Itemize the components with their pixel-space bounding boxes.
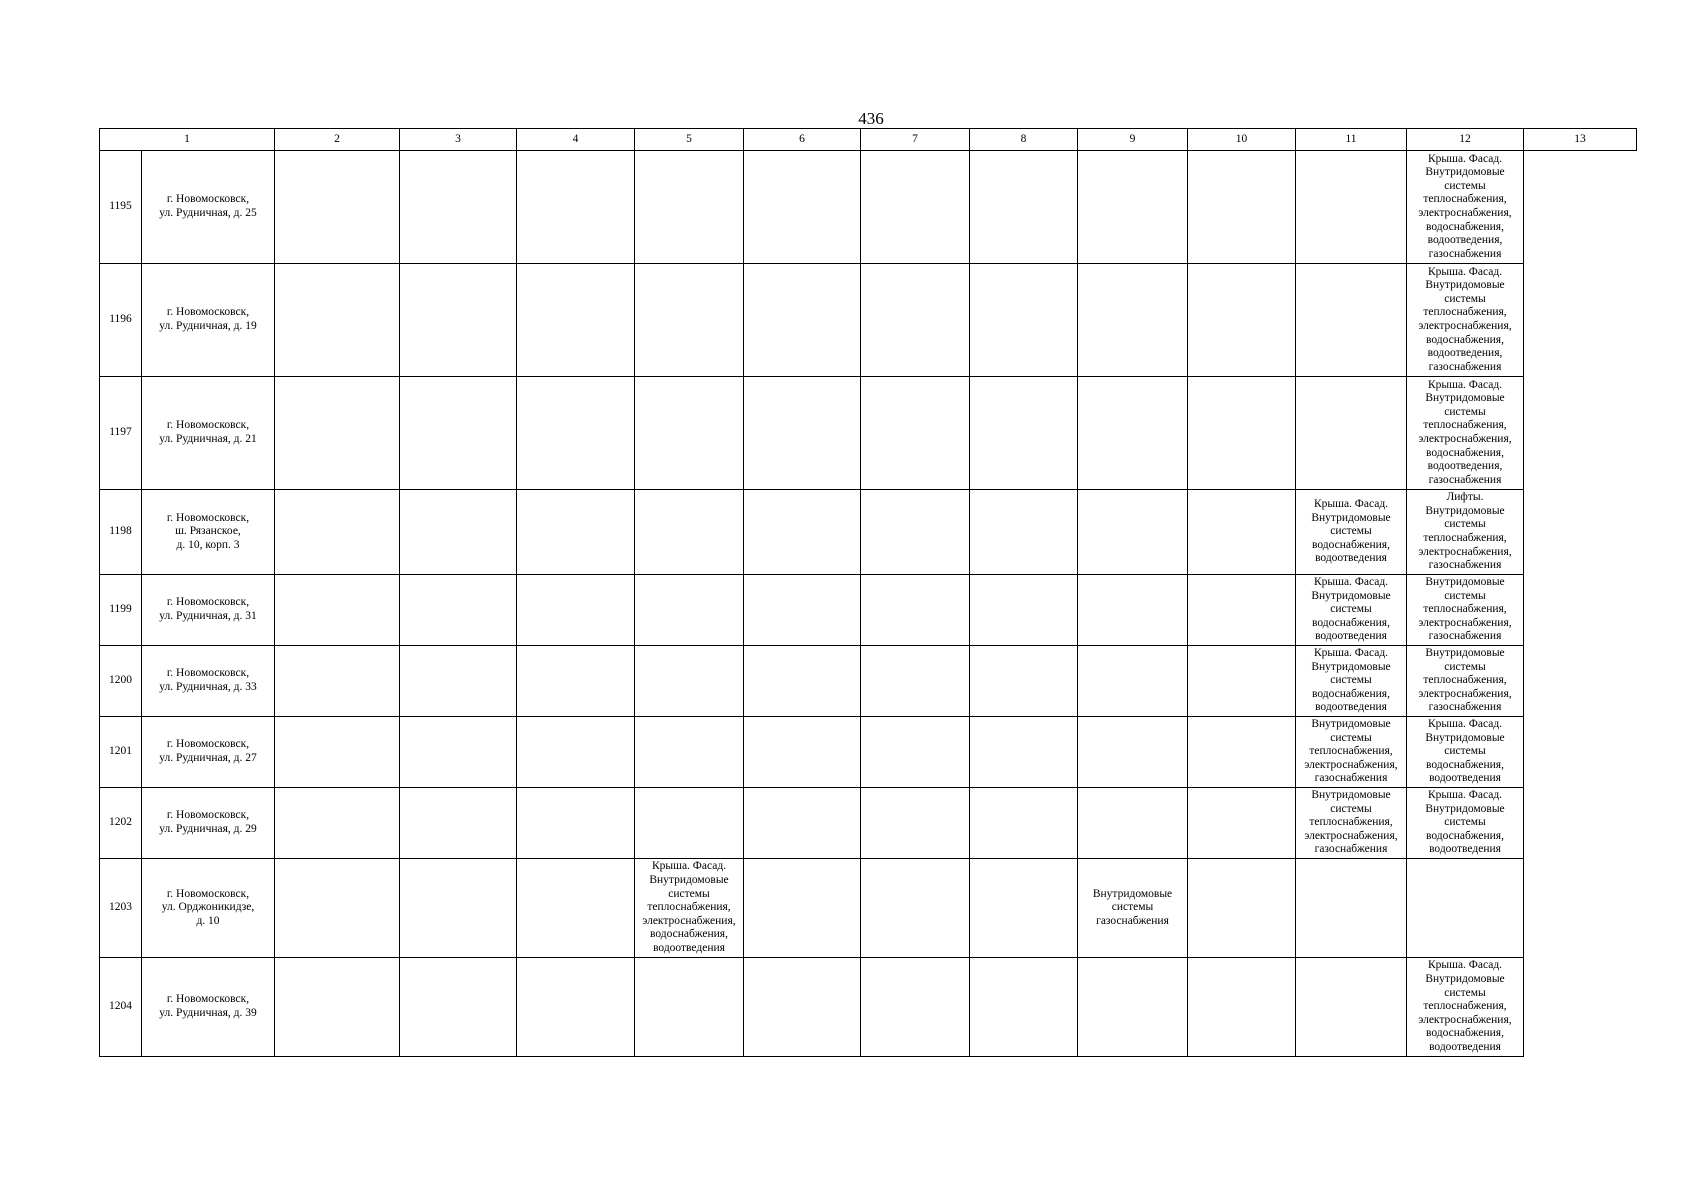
column-header: 1 xyxy=(100,129,275,151)
address-cell: г. Новомосковск, ул. Рудничная, д. 39 xyxy=(142,958,275,1057)
work-cell-col10 xyxy=(1078,788,1188,859)
cell xyxy=(970,859,1078,958)
cell xyxy=(517,151,635,264)
column-header: 8 xyxy=(970,129,1078,151)
cell xyxy=(861,717,970,788)
work-cell-col12: Крыша. Фасад. Внутридомовые системы водоснабжения, водоотведения xyxy=(1296,646,1407,717)
cell xyxy=(861,264,970,377)
cell xyxy=(861,490,970,575)
table-row xyxy=(100,575,1637,646)
column-header: 6 xyxy=(744,129,861,151)
work-cell-col6 xyxy=(635,788,744,859)
cell xyxy=(275,717,400,788)
cell xyxy=(1188,490,1296,575)
work-cell-col12 xyxy=(1296,377,1407,490)
work-cell-col12 xyxy=(1296,958,1407,1057)
cell xyxy=(275,788,400,859)
registry-table xyxy=(99,128,1637,1057)
work-cell-col6 xyxy=(635,717,744,788)
cell xyxy=(970,646,1078,717)
cell xyxy=(744,151,861,264)
cell xyxy=(517,788,635,859)
cell xyxy=(275,958,400,1057)
cell xyxy=(861,575,970,646)
page-number: 436 xyxy=(858,109,884,128)
cell xyxy=(517,377,635,490)
cell xyxy=(517,490,635,575)
cell xyxy=(744,264,861,377)
work-cell-col10 xyxy=(1078,151,1188,264)
work-cell-col13: Лифты. Внутридомовые системы теплоснабжения, электроснабжения, газоснабжения xyxy=(1407,490,1524,575)
work-cell-col12: Крыша. Фасад. Внутридомовые системы водоснабжения, водоотведения xyxy=(1296,575,1407,646)
table-header-row xyxy=(100,129,1637,151)
address-cell: г. Новомосковск, ул. Орджоникидзе, д. 10 xyxy=(142,859,275,958)
table-row xyxy=(100,788,1637,859)
work-cell-col13: Крыша. Фасад. Внутридомовые системы теплоснабжения, электроснабжения, водоснабжения, водоотведения xyxy=(1407,958,1524,1057)
cell xyxy=(1188,717,1296,788)
column-header: 10 xyxy=(1188,129,1296,151)
cell xyxy=(970,788,1078,859)
address-cell: г. Новомосковск, ул. Рудничная, д. 27 xyxy=(142,717,275,788)
cell xyxy=(517,859,635,958)
table-row xyxy=(100,717,1637,788)
cell xyxy=(861,859,970,958)
column-header: 5 xyxy=(635,129,744,151)
work-cell-col12 xyxy=(1296,264,1407,377)
cell xyxy=(400,859,517,958)
work-cell-col6 xyxy=(635,575,744,646)
work-cell-col6: Крыша. Фасад. Внутридомовые системы теплоснабжения, электроснабжения, водоснабжения, водоотведения xyxy=(635,859,744,958)
work-cell-col12: Внутридомовые системы теплоснабжения, электроснабжения, газоснабжения xyxy=(1296,788,1407,859)
cell xyxy=(861,646,970,717)
table-row xyxy=(100,646,1637,717)
row-number: 1204 xyxy=(100,958,142,1057)
cell xyxy=(744,490,861,575)
cell xyxy=(1188,151,1296,264)
cell xyxy=(1188,575,1296,646)
work-cell-col13: Внутридомовые системы теплоснабжения, электроснабжения, газоснабжения xyxy=(1407,646,1524,717)
cell xyxy=(400,788,517,859)
table-row xyxy=(100,958,1637,1057)
cell xyxy=(275,859,400,958)
address-cell: г. Новомосковск, ул. Рудничная, д. 29 xyxy=(142,788,275,859)
row-number: 1200 xyxy=(100,646,142,717)
row-number: 1202 xyxy=(100,788,142,859)
column-header: 11 xyxy=(1296,129,1407,151)
cell xyxy=(517,646,635,717)
work-cell-col13 xyxy=(1407,859,1524,958)
cell xyxy=(400,490,517,575)
address-cell: г. Новомосковск, ул. Рудничная, д. 31 xyxy=(142,575,275,646)
table-row xyxy=(100,859,1637,958)
cell xyxy=(517,958,635,1057)
work-cell-col13: Крыша. Фасад. Внутридомовые системы водоснабжения, водоотведения xyxy=(1407,717,1524,788)
table-row xyxy=(100,151,1637,264)
work-cell-col10 xyxy=(1078,264,1188,377)
address-cell: г. Новомосковск, ш. Рязанское, д. 10, корп. 3 xyxy=(142,490,275,575)
cell xyxy=(275,151,400,264)
cell xyxy=(970,264,1078,377)
work-cell-col10 xyxy=(1078,717,1188,788)
cell xyxy=(861,377,970,490)
row-number: 1201 xyxy=(100,717,142,788)
cell xyxy=(1188,859,1296,958)
column-header: 3 xyxy=(400,129,517,151)
work-cell-col12: Внутридомовые системы теплоснабжения, электроснабжения, газоснабжения xyxy=(1296,717,1407,788)
cell xyxy=(970,575,1078,646)
table-row xyxy=(100,490,1637,575)
work-cell-col10 xyxy=(1078,490,1188,575)
cell xyxy=(744,958,861,1057)
cell xyxy=(400,646,517,717)
cell xyxy=(970,377,1078,490)
cell xyxy=(744,788,861,859)
work-cell-col10 xyxy=(1078,646,1188,717)
cell xyxy=(400,377,517,490)
work-cell-col6 xyxy=(635,151,744,264)
row-number: 1198 xyxy=(100,490,142,575)
cell xyxy=(400,264,517,377)
cell xyxy=(861,151,970,264)
table-row xyxy=(100,377,1637,490)
cell xyxy=(1188,958,1296,1057)
cell xyxy=(970,151,1078,264)
work-cell-col6 xyxy=(635,377,744,490)
cell xyxy=(400,958,517,1057)
cell xyxy=(970,490,1078,575)
column-header: 9 xyxy=(1078,129,1188,151)
row-number: 1203 xyxy=(100,859,142,958)
address-cell: г. Новомосковск, ул. Рудничная, д. 21 xyxy=(142,377,275,490)
cell xyxy=(275,264,400,377)
cell xyxy=(744,575,861,646)
work-cell-col13: Крыша. Фасад. Внутридомовые системы водоснабжения, водоотведения xyxy=(1407,788,1524,859)
cell xyxy=(517,575,635,646)
cell xyxy=(861,958,970,1057)
column-header: 7 xyxy=(861,129,970,151)
work-cell-col12 xyxy=(1296,151,1407,264)
cell xyxy=(275,646,400,717)
cell xyxy=(275,377,400,490)
cell xyxy=(275,575,400,646)
address-cell: г. Новомосковск, ул. Рудничная, д. 19 xyxy=(142,264,275,377)
column-header: 4 xyxy=(517,129,635,151)
address-cell: г. Новомосковск, ул. Рудничная, д. 25 xyxy=(142,151,275,264)
cell xyxy=(400,151,517,264)
column-header: 12 xyxy=(1407,129,1524,151)
cell xyxy=(400,575,517,646)
row-number: 1197 xyxy=(100,377,142,490)
cell xyxy=(275,490,400,575)
work-cell-col10 xyxy=(1078,377,1188,490)
cell xyxy=(1188,264,1296,377)
row-number: 1195 xyxy=(100,151,142,264)
cell xyxy=(744,377,861,490)
column-header: 2 xyxy=(275,129,400,151)
cell xyxy=(1188,377,1296,490)
address-cell: г. Новомосковск, ул. Рудничная, д. 33 xyxy=(142,646,275,717)
cell xyxy=(744,859,861,958)
cell xyxy=(517,717,635,788)
work-cell-col10 xyxy=(1078,958,1188,1057)
cell xyxy=(400,717,517,788)
cell xyxy=(1188,788,1296,859)
cell xyxy=(970,958,1078,1057)
row-number: 1199 xyxy=(100,575,142,646)
work-cell-col13: Внутридомовые системы теплоснабжения, электроснабжения, газоснабжения xyxy=(1407,575,1524,646)
work-cell-col13: Крыша. Фасад. Внутридомовые системы теплоснабжения, электроснабжения, водоснабжения, водоотведения, газоснабжения xyxy=(1407,377,1524,490)
work-cell-col13: Крыша. Фасад. Внутридомовые системы теплоснабжения, электроснабжения, водоснабжения, водоотведения, газоснабжения xyxy=(1407,264,1524,377)
work-cell-col12 xyxy=(1296,859,1407,958)
cell xyxy=(744,646,861,717)
work-cell-col10: Внутридомовые системы газоснабжения xyxy=(1078,859,1188,958)
cell xyxy=(1188,646,1296,717)
cell xyxy=(744,717,861,788)
work-cell-col10 xyxy=(1078,575,1188,646)
column-header: 13 xyxy=(1524,129,1637,151)
work-cell-col6 xyxy=(635,490,744,575)
work-cell-col12: Крыша. Фасад. Внутридомовые системы водоснабжения, водоотведения xyxy=(1296,490,1407,575)
work-cell-col13: Крыша. Фасад. Внутридомовые системы теплоснабжения, электроснабжения, водоснабжения, водоотведения, газоснабжения xyxy=(1407,151,1524,264)
table-row xyxy=(100,264,1637,377)
work-cell-col6 xyxy=(635,958,744,1057)
cell xyxy=(970,717,1078,788)
work-cell-col6 xyxy=(635,264,744,377)
work-cell-col6 xyxy=(635,646,744,717)
cell xyxy=(861,788,970,859)
row-number: 1196 xyxy=(100,264,142,377)
cell xyxy=(517,264,635,377)
